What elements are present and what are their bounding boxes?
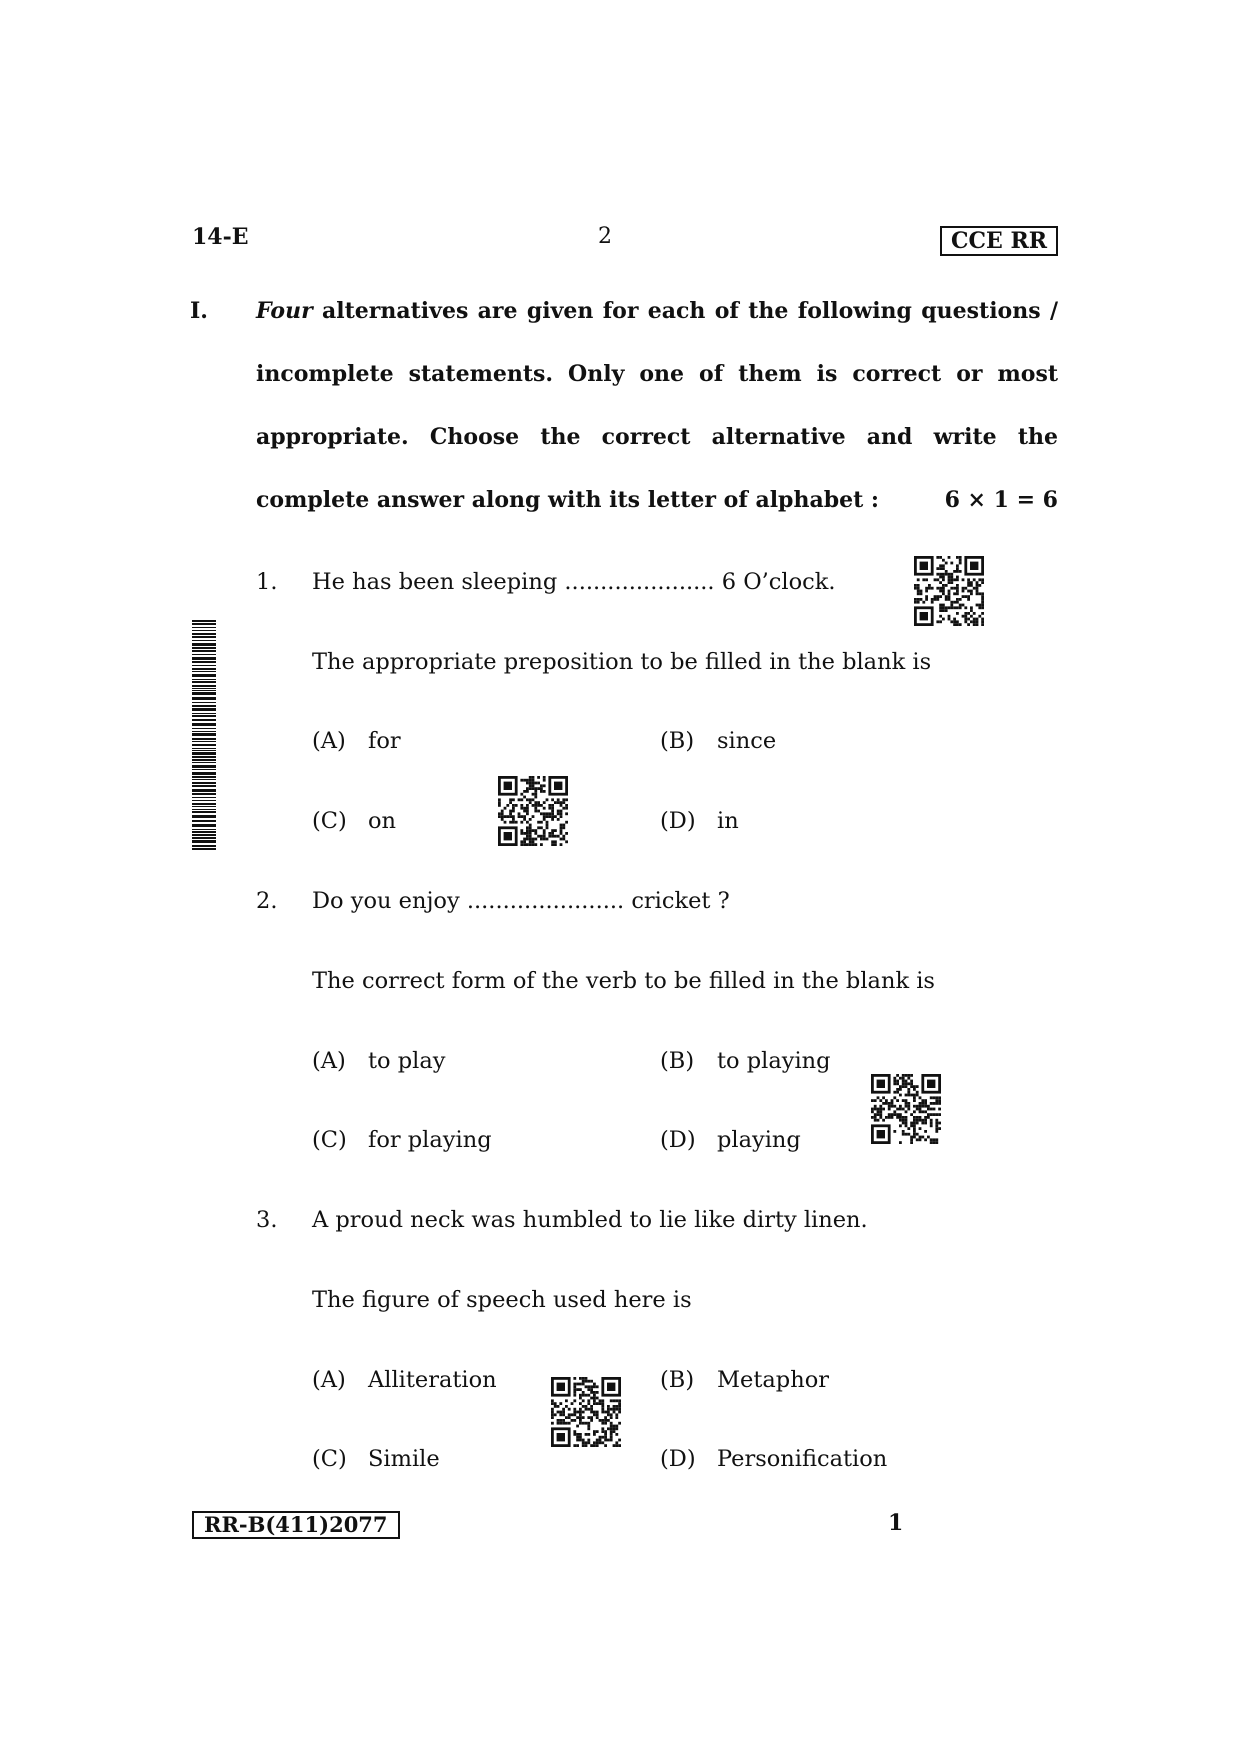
option-letter-d: (D) <box>660 1127 696 1153</box>
qr-code-icon <box>871 1074 941 1144</box>
section-number: I. <box>190 298 208 324</box>
question-3-prompt: The figure of speech used here is <box>312 1287 692 1313</box>
question-2-option-b: to playing <box>717 1048 831 1074</box>
option-letter-c: (C) <box>312 808 347 834</box>
instruction-text: alternatives are given for each of the following questions / <box>322 298 1058 324</box>
instruction-line-2: incomplete statements. Only one of them is correct or most <box>256 361 1058 387</box>
instruction-emphasis: Four <box>256 298 313 324</box>
instruction-line-3: appropriate. Choose the correct alternative and write the <box>256 424 1058 450</box>
question-1-prompt: The appropriate preposition to be filled in the blank is <box>312 649 932 675</box>
question-1-option-c: on <box>368 808 397 834</box>
page-number: 2 <box>598 224 612 249</box>
question-3-number: 3. <box>256 1207 278 1233</box>
question-2-text: Do you enjoy ...................... cricket ? <box>312 888 730 914</box>
question-1-option-b: since <box>717 728 777 754</box>
question-2-option-c: for playing <box>368 1127 492 1153</box>
option-letter-a: (A) <box>312 1367 346 1393</box>
barcode-icon <box>192 620 216 850</box>
qr-code-icon <box>551 1377 621 1447</box>
series-box: CCE RR <box>940 226 1058 256</box>
option-letter-b: (B) <box>660 1048 695 1074</box>
option-letter-a: (A) <box>312 728 346 754</box>
question-2-prompt: The correct form of the verb to be filled in the blank is <box>312 968 935 994</box>
qr-code-icon <box>914 556 984 626</box>
question-3-text: A proud neck was humbled to lie like dirty linen. <box>312 1207 868 1233</box>
option-letter-a: (A) <box>312 1048 346 1074</box>
option-letter-c: (C) <box>312 1446 347 1472</box>
instruction-line-4 <box>256 487 1058 513</box>
option-letter-d: (D) <box>660 808 696 834</box>
sheet-number: 1 <box>888 1510 904 1536</box>
marks-allocation: 6 × 1 = 6 <box>944 487 1058 513</box>
question-1-option-a: for <box>368 728 401 754</box>
paper-code: 14-E <box>192 224 249 250</box>
question-1-option-d: in <box>717 808 739 834</box>
instruction-text: complete answer along with its letter of alphabet : <box>256 487 880 513</box>
instruction-line-1 <box>256 298 1058 324</box>
question-2-option-d: playing <box>717 1127 801 1153</box>
question-2-number: 2. <box>256 888 278 914</box>
question-1-text: He has been sleeping ..................... 6 O’clock. <box>312 569 836 595</box>
question-1-number: 1. <box>256 569 278 595</box>
footer-code-box: RR-B(411)2077 <box>192 1511 400 1539</box>
question-3-option-d: Personification <box>717 1446 888 1472</box>
question-3-option-c: Simile <box>368 1446 440 1472</box>
option-letter-b: (B) <box>660 728 695 754</box>
qr-code-icon <box>498 776 568 846</box>
option-letter-b: (B) <box>660 1367 695 1393</box>
question-3-option-b: Metaphor <box>717 1367 830 1393</box>
option-letter-c: (C) <box>312 1127 347 1153</box>
question-3-option-a: Alliteration <box>368 1367 497 1393</box>
question-2-option-a: to play <box>368 1048 446 1074</box>
option-letter-d: (D) <box>660 1446 696 1472</box>
